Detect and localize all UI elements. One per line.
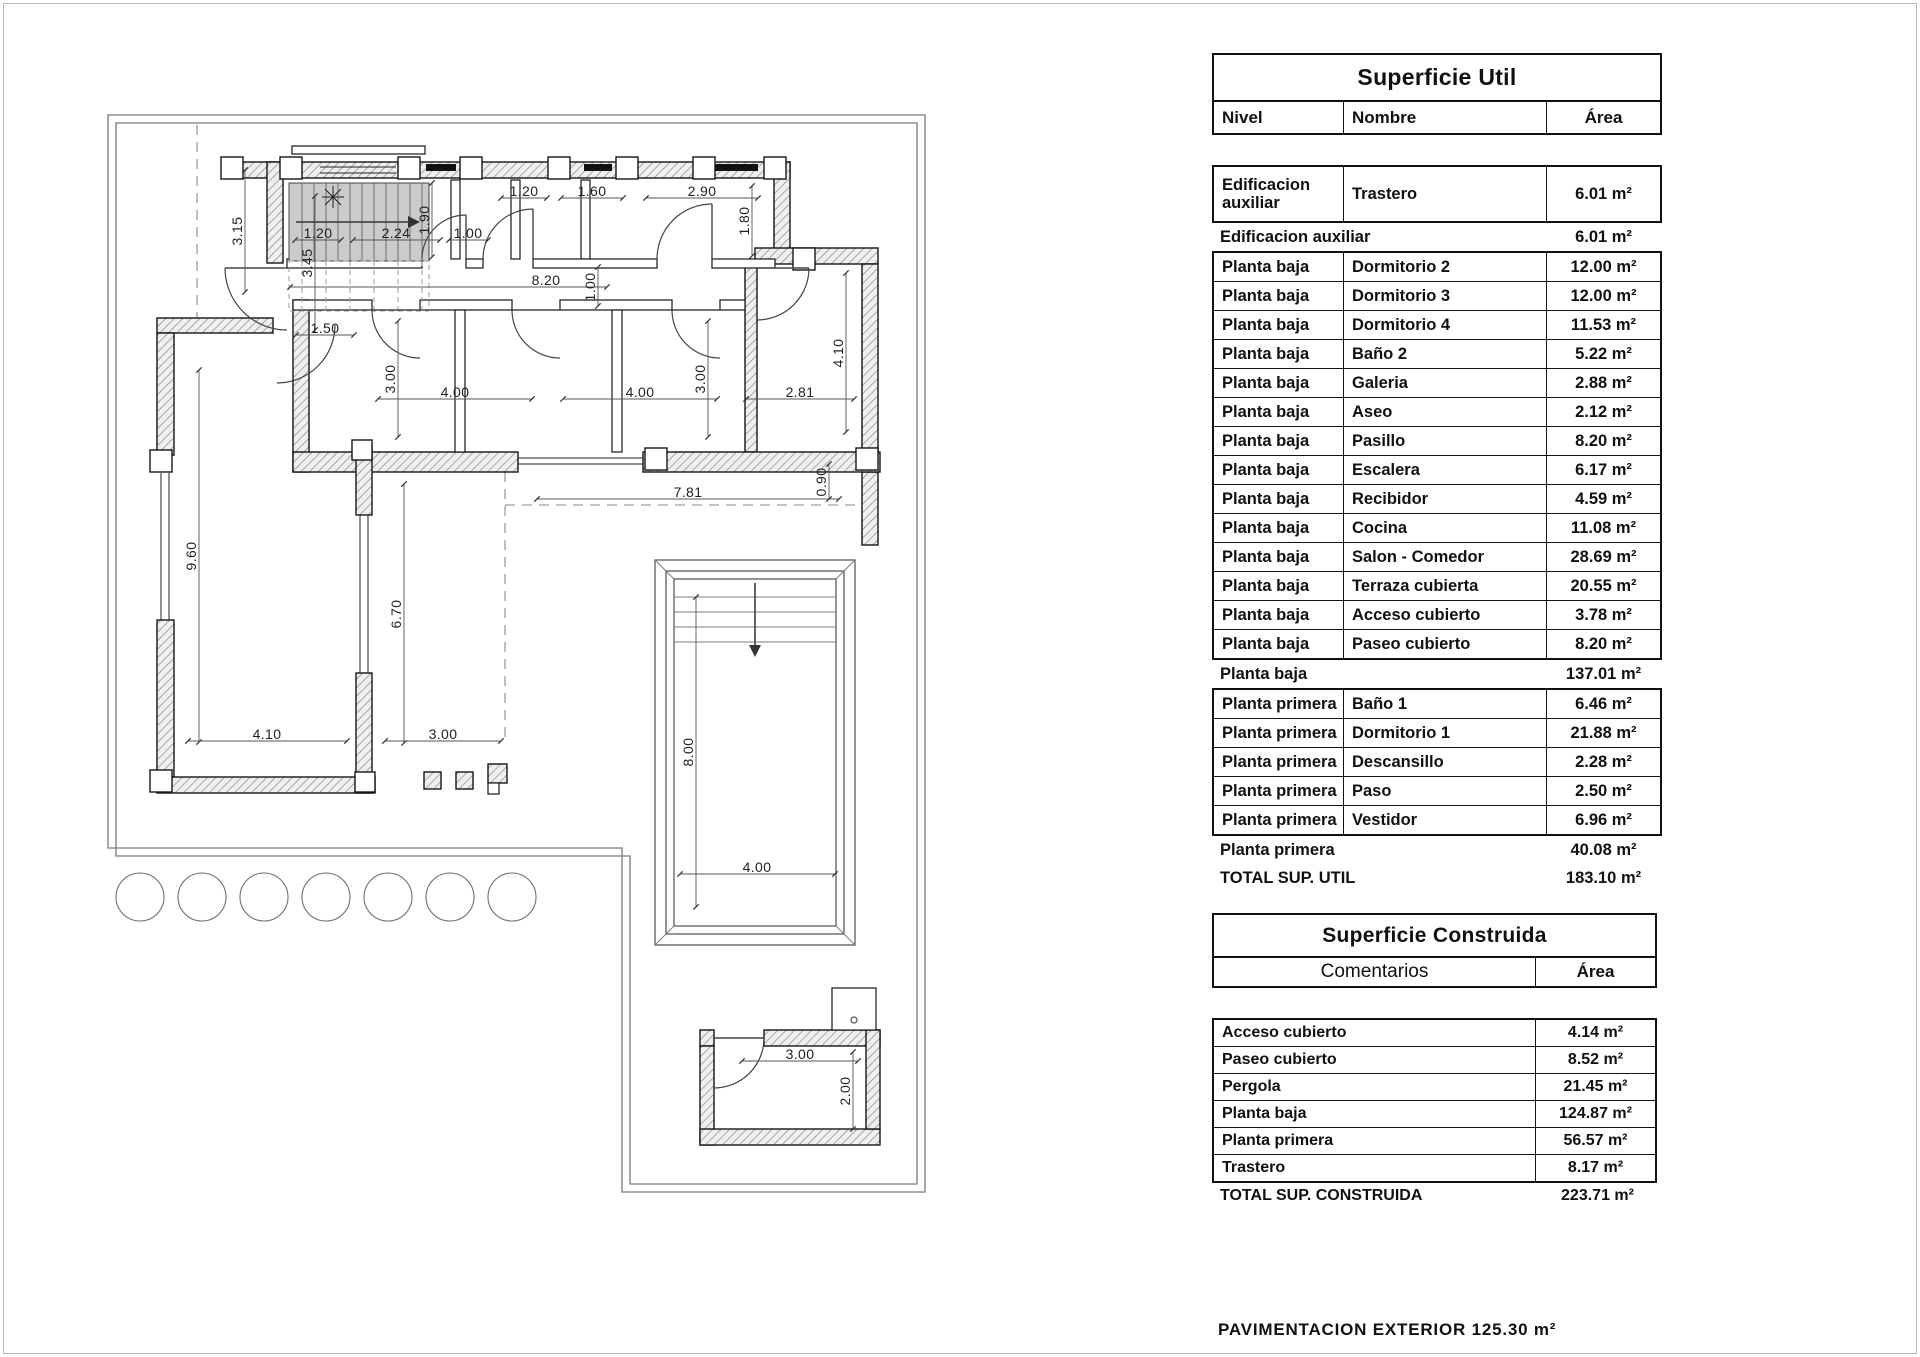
cell-area: 11.53 m² (1570, 315, 1637, 334)
cell-nombre: Cocina (1344, 514, 1547, 542)
cell-nombre: Dormitorio 1 (1344, 719, 1547, 747)
total-label: TOTAL SUP. UTIL (1220, 868, 1356, 887)
cell-comentario: Acceso cubierto (1214, 1020, 1536, 1046)
table-row (1214, 426, 1660, 455)
dimension-label: 1.60 (577, 183, 607, 199)
cell-nivel: Planta baja (1214, 543, 1344, 571)
table-row (1214, 167, 1660, 221)
cell-nombre: Recibidor (1344, 485, 1547, 513)
cell-area: 56.57 m² (1563, 1132, 1628, 1149)
dimension-label: 3.00 (785, 1046, 815, 1062)
cell-nivel: Planta baja (1214, 572, 1344, 600)
cell-nombre: Pasillo (1344, 427, 1547, 455)
cell-area: 2.88 m² (1575, 373, 1632, 392)
subtotal-row (1212, 660, 1662, 688)
cell-area: 20.55 m² (1570, 576, 1637, 595)
cell-nombre: Dormitorio 2 (1344, 253, 1547, 281)
dimension-label: 2.90 (687, 183, 717, 199)
table-group (1212, 1018, 1657, 1183)
table-row (1214, 397, 1660, 426)
cell-area: 12.00 m² (1570, 257, 1637, 276)
table-row (1214, 542, 1660, 571)
total-value: 223.71 m² (1561, 1187, 1634, 1204)
column-header-area: Área (1584, 107, 1623, 127)
cell-nombre: Trastero (1344, 167, 1547, 221)
table-group (1212, 251, 1662, 660)
cell-nivel: Planta baja (1214, 485, 1344, 513)
dimension-label: 3.00 (382, 364, 398, 394)
total-row (1212, 864, 1662, 892)
subtotal-label: Planta baja (1220, 664, 1308, 683)
table-header (1212, 102, 1662, 135)
column-header-nivel: Nivel (1214, 102, 1344, 133)
cell-area: 21.88 m² (1570, 723, 1637, 742)
table-row (1214, 600, 1660, 629)
table-header (1212, 958, 1657, 988)
table-row (1214, 310, 1660, 339)
cell-nombre: Paseo cubierto (1344, 630, 1547, 658)
stair-break-symbol (322, 186, 344, 208)
dimension-label: 8.20 (531, 272, 561, 288)
cell-area: 21.45 m² (1563, 1078, 1628, 1095)
table-row (1214, 571, 1660, 600)
dimension-label: 7.81 (673, 484, 703, 500)
dimension-label: 9.60 (183, 541, 199, 571)
dimension-label: 6.70 (388, 599, 404, 629)
total-label: TOTAL SUP. CONSTRUIDA (1220, 1187, 1423, 1204)
subtotal-row (1212, 836, 1662, 864)
cell-area: 8.52 m² (1567, 1051, 1624, 1068)
table-row (1214, 1073, 1655, 1100)
cell-area: 124.87 m² (1559, 1105, 1632, 1122)
cell-nombre: Aseo (1344, 398, 1547, 426)
dimension-label: 1.00 (582, 272, 598, 302)
cell-area: 5.22 m² (1575, 344, 1632, 363)
dimension-label: 1.90 (416, 205, 432, 235)
dimension-label: 1.00 (453, 225, 483, 241)
cell-area: 6.46 m² (1575, 694, 1632, 713)
table-row (1214, 368, 1660, 397)
cell-nombre: Descansillo (1344, 748, 1547, 776)
table-row (1214, 1046, 1655, 1073)
dimension-label: 8.00 (680, 737, 696, 767)
table-body (1212, 165, 1662, 892)
table-title: Superficie Construida (1212, 913, 1657, 958)
cell-area: 8.20 m² (1575, 634, 1632, 653)
cell-area: 6.96 m² (1575, 810, 1632, 829)
pool-entry-arrow (749, 583, 761, 657)
cell-area: 8.17 m² (1567, 1159, 1624, 1176)
subtotal-value: 40.08 m² (1570, 840, 1637, 859)
cell-nombre: Acceso cubierto (1344, 601, 1547, 629)
cell-area: 3.78 m² (1575, 605, 1632, 624)
table-row (1214, 1020, 1655, 1046)
dimension-label: 2.00 (837, 1076, 853, 1106)
cell-nombre: Terraza cubierta (1344, 572, 1547, 600)
table-row (1214, 629, 1660, 658)
cell-nombre: Vestidor (1344, 806, 1547, 834)
exterior-paving-note: PAVIMENTACION EXTERIOR 125.30 m² (1218, 1320, 1557, 1339)
table-title: Superficie Util (1212, 53, 1662, 102)
dimension-label: 4.00 (742, 859, 772, 875)
cell-comentario: Trastero (1214, 1155, 1536, 1181)
subtotal-row (1212, 223, 1662, 251)
subtotal-label: Edificacion auxiliar (1220, 227, 1371, 246)
dimension-label: 4.10 (252, 726, 282, 742)
dimension-label: 0.90 (813, 467, 829, 497)
cell-area: 6.01 m² (1575, 184, 1632, 203)
cell-nivel: Planta baja (1214, 253, 1344, 281)
subtotal-value: 6.01 m² (1575, 227, 1632, 246)
table-row (1214, 747, 1660, 776)
superficie-util-table (1212, 53, 1662, 892)
dimension-label: 3.00 (428, 726, 458, 742)
table-row (1214, 339, 1660, 368)
cell-area: 6.17 m² (1575, 460, 1632, 479)
cell-nivel: Planta baja (1214, 369, 1344, 397)
equipment-box (832, 988, 876, 1030)
cell-nivel: Planta baja (1214, 456, 1344, 484)
cell-nivel: Edificacion auxiliar (1214, 167, 1344, 221)
cell-nombre: Dormitorio 4 (1344, 311, 1547, 339)
cell-area: 2.50 m² (1575, 781, 1632, 800)
cell-comentario: Paseo cubierto (1214, 1047, 1536, 1073)
pergola-columns (424, 764, 507, 794)
cell-nombre: Paso (1344, 777, 1547, 805)
table-row (1214, 718, 1660, 747)
table-group (1212, 165, 1662, 223)
cell-area: 2.12 m² (1575, 402, 1632, 421)
dimension-label: 3.15 (229, 216, 245, 246)
table-body (1212, 1018, 1657, 1209)
dimension-label: 1.20 (303, 225, 333, 241)
cell-nombre: Galeria (1344, 369, 1547, 397)
table-row (1214, 1127, 1655, 1154)
cell-comentario: Planta primera (1214, 1128, 1536, 1154)
cell-comentario: Pergola (1214, 1074, 1536, 1100)
cell-comentario: Planta baja (1214, 1101, 1536, 1127)
cell-nivel: Planta baja (1214, 514, 1344, 542)
cell-area: 12.00 m² (1570, 286, 1637, 305)
total-value: 183.10 m² (1565, 868, 1642, 887)
cell-area: 4.14 m² (1567, 1024, 1624, 1041)
superficie-construida-table (1212, 913, 1657, 1209)
dimension-label: 2.24 (381, 225, 411, 241)
subtotal-value: 137.01 m² (1565, 664, 1642, 683)
table-row (1214, 1100, 1655, 1127)
table-row (1214, 805, 1660, 834)
cell-nombre: Baño 1 (1344, 690, 1547, 718)
cell-nivel: Planta baja (1214, 282, 1344, 310)
cell-nombre: Salon - Comedor (1344, 543, 1547, 571)
cell-nombre: Baño 2 (1344, 340, 1547, 368)
table-group (1212, 688, 1662, 836)
cell-nivel: Planta baja (1214, 340, 1344, 368)
table-row (1214, 484, 1660, 513)
table-row (1214, 281, 1660, 310)
cell-nivel: Planta primera (1214, 777, 1344, 805)
dimension-label: 1.20 (509, 183, 539, 199)
cell-nivel: Planta baja (1214, 311, 1344, 339)
cell-nivel: Planta baja (1214, 601, 1344, 629)
cell-nivel: Planta primera (1214, 690, 1344, 718)
table-row (1214, 253, 1660, 281)
dimension-label: 4.00 (625, 384, 655, 400)
dimension-label: 1.80 (736, 206, 752, 236)
staircase (289, 183, 429, 311)
cell-area: 11.08 m² (1570, 518, 1637, 537)
cell-nivel: Planta baja (1214, 630, 1344, 658)
dimension-label: 3.00 (692, 364, 708, 394)
dimension-label: 3.45 (299, 248, 315, 278)
landscaping-trees (116, 873, 536, 921)
cell-nivel: Planta baja (1214, 427, 1344, 455)
cell-nivel: Planta primera (1214, 748, 1344, 776)
table-row (1214, 513, 1660, 542)
column-header-comentarios: Comentarios (1214, 958, 1536, 986)
cell-nivel: Planta primera (1214, 719, 1344, 747)
cell-nombre: Dormitorio 3 (1344, 282, 1547, 310)
cell-nivel: Planta baja (1214, 398, 1344, 426)
table-row (1214, 776, 1660, 805)
table-row (1214, 455, 1660, 484)
cell-nombre: Escalera (1344, 456, 1547, 484)
cell-area: 8.20 m² (1575, 431, 1632, 450)
total-row (1212, 1183, 1657, 1209)
dimension-label: 4.00 (440, 384, 470, 400)
dimension-label: 1.50 (310, 320, 340, 336)
subtotal-label: Planta primera (1220, 840, 1335, 859)
table-row (1214, 690, 1660, 718)
cell-nivel: Planta primera (1214, 806, 1344, 834)
cell-area: 28.69 m² (1570, 547, 1637, 566)
column-header-nombre: Nombre (1344, 102, 1547, 133)
cell-area: 2.28 m² (1575, 752, 1632, 771)
table-row (1214, 1154, 1655, 1181)
dimension-label: 4.10 (830, 338, 846, 368)
dimension-label: 2.81 (785, 384, 815, 400)
column-header-area: Área (1576, 962, 1615, 981)
cell-area: 4.59 m² (1575, 489, 1632, 508)
